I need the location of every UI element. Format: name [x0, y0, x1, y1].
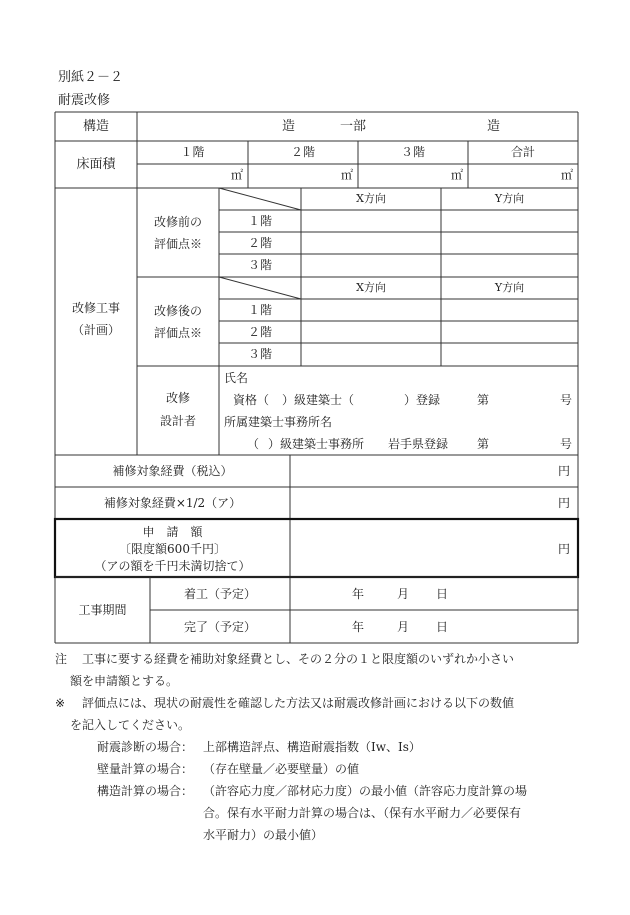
designer-name-label: 氏名	[224, 371, 249, 385]
period-start-month: 月	[397, 587, 410, 601]
note-case3-line1: （許容応力度／部材応力度）の最小値（許容応力度計算の場	[203, 784, 528, 798]
works-label-line1: 改修工事	[71, 301, 120, 315]
note-case1-text: 上部構造評点、構造耐震指数（Iw、Is）	[203, 740, 421, 754]
period-start-year: 年	[352, 587, 365, 601]
before-floor-3: ３階	[247, 258, 272, 272]
period-start-day: 日	[436, 587, 449, 601]
works-label-line2: （計画）	[71, 323, 120, 337]
period-label: 工事期間	[78, 603, 127, 617]
before-floor-1: １階	[247, 214, 272, 228]
after-floor-3: ３階	[247, 347, 272, 361]
designer-office-reg: 岩手県登録	[388, 437, 449, 451]
note-chu-line1: 工事に要する経費を補助対象経費とし、その２分の１と限度額のいずれか小さい	[82, 652, 515, 666]
structure-label: 構造	[82, 119, 109, 134]
structure-zo-1: 造	[282, 119, 296, 134]
before-label-line1: 改修前の	[153, 215, 202, 229]
floor-area-label: 床面積	[76, 157, 116, 172]
note-kome-mark: ※	[55, 696, 66, 710]
floor-area-col-2: ２階	[290, 145, 315, 159]
note-case3-line3: 水平耐力）の最小値）	[203, 828, 324, 842]
designer-office-paren: （	[247, 437, 260, 451]
floor-area-unit-3: ㎡	[450, 168, 463, 182]
note-case3-line2: 合。保有水平耐力計算の場合は、（保有水平耐力／必要保有	[203, 806, 522, 820]
designer-dai-2: 第	[477, 437, 490, 451]
note-case2-label: 壁量計算の場合：	[97, 762, 194, 776]
designer-qual-label: 資格（	[233, 393, 270, 407]
floor-area-unit-2: ㎡	[340, 168, 353, 182]
floor-area-col-total: 合計	[510, 145, 535, 159]
note-chu-line2: 額を申請額とする。	[70, 674, 179, 688]
period-end-month: 月	[397, 620, 410, 634]
period-end-label: 完了（予定）	[183, 620, 256, 634]
before-label-line2: 評価点※	[153, 237, 202, 251]
floor-area-col-1: １階	[180, 145, 205, 159]
before-x-direction: X方向	[356, 192, 386, 205]
designer-office-label: 所属建築士事務所名	[224, 415, 333, 429]
period-start-label: 着工（予定）	[183, 587, 256, 601]
designer-qual-reg: ）登録	[404, 393, 441, 407]
note-case2-text: （存在壁量／必要壁量）の値	[203, 762, 360, 776]
form-title: 耐震改修	[58, 93, 111, 108]
cost-label: 補修対象経費（税込）	[112, 464, 233, 478]
structure-ichibu: 一部	[340, 119, 367, 134]
after-floor-1: １階	[247, 303, 272, 317]
apply-label-line2: 〔限度額600千円〕	[119, 542, 226, 556]
note-case3-label: 構造計算の場合：	[97, 784, 194, 798]
after-floor-2: ２階	[247, 325, 272, 339]
designer-office-kyu: ）級建築士事務所	[268, 437, 365, 451]
floor-area-col-3: ３階	[400, 145, 425, 159]
designer-go: 号	[560, 393, 573, 407]
structure-zo-2: 造	[487, 119, 501, 134]
note-chu-mark: 注	[55, 652, 68, 666]
designer-label-line2: 設計者	[159, 414, 196, 428]
period-end-year: 年	[352, 620, 365, 634]
designer-dai: 第	[477, 393, 490, 407]
note-case1-label: 耐震診断の場合：	[97, 740, 194, 754]
after-y-direction: Y方向	[494, 281, 525, 294]
after-label-line2: 評価点※	[153, 326, 202, 340]
floor-area-unit-1: ㎡	[230, 168, 243, 182]
before-floor-2: ２階	[247, 236, 272, 250]
before-y-direction: Y方向	[494, 192, 525, 205]
after-x-direction: X方向	[356, 281, 386, 294]
designer-label-line1: 改修	[165, 391, 190, 405]
after-label-line1: 改修後の	[153, 304, 202, 318]
half-cost-yen: 円	[558, 496, 571, 510]
apply-label-line1: 申 請 額	[142, 525, 203, 539]
half-cost-label: 補修対象経費×1/2（ア）	[103, 496, 242, 510]
cost-yen: 円	[558, 464, 571, 478]
note-kome-line2: を記入してください。	[70, 718, 191, 732]
designer-qual-kyu: ）級建築士（	[282, 393, 355, 407]
apply-yen: 円	[558, 542, 571, 556]
attachment-number: 別紙２－２	[58, 70, 124, 85]
floor-area-unit-total: ㎡	[560, 168, 573, 182]
note-kome-line1: 評価点には、現状の耐震性を確認した方法又は耐震改修計画における以下の数値	[82, 696, 515, 710]
designer-go-2: 号	[560, 437, 573, 451]
apply-label-line3: （アの額を千円未満切捨て）	[94, 559, 251, 573]
period-end-day: 日	[436, 620, 449, 634]
